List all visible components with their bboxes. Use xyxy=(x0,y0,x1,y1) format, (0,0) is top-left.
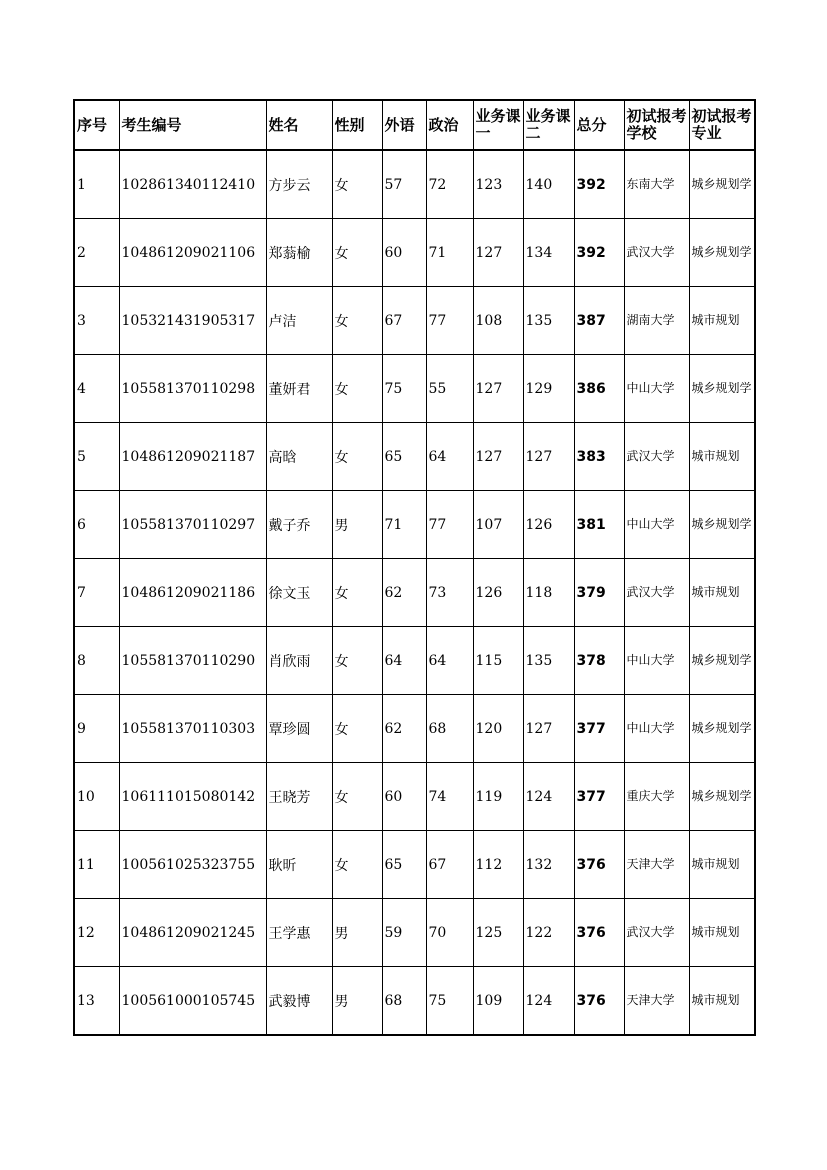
header-gender: 性别 xyxy=(332,100,382,150)
cell-subject-two: 124 xyxy=(523,967,574,1036)
cell-major: 城市规划 xyxy=(689,967,755,1036)
cell-subject-two: 118 xyxy=(523,559,574,627)
cell-school: 东南大学 xyxy=(624,150,689,219)
cell-gender: 男 xyxy=(332,491,382,559)
table-row xyxy=(74,287,755,355)
cell-gender: 女 xyxy=(332,695,382,763)
cell-candidate-id: 106111015080142 xyxy=(119,763,266,831)
cell-school: 中山大学 xyxy=(624,355,689,423)
table-row xyxy=(74,423,755,491)
cell-subject-two: 129 xyxy=(523,355,574,423)
cell-name: 高晗 xyxy=(266,423,332,491)
cell-candidate-id: 105321431905317 xyxy=(119,287,266,355)
header-subject-one: 业务课一 xyxy=(473,100,523,150)
cell-politics: 73 xyxy=(426,559,473,627)
cell-foreign-language: 59 xyxy=(382,899,426,967)
cell-foreign-language: 65 xyxy=(382,831,426,899)
cell-index: 8 xyxy=(74,627,119,695)
cell-name: 卢洁 xyxy=(266,287,332,355)
cell-politics: 68 xyxy=(426,695,473,763)
cell-subject-two: 126 xyxy=(523,491,574,559)
cell-politics: 55 xyxy=(426,355,473,423)
cell-index: 6 xyxy=(74,491,119,559)
header-foreign-language: 外语 xyxy=(382,100,426,150)
cell-name: 王晓芳 xyxy=(266,763,332,831)
header-index: 序号 xyxy=(74,100,119,150)
cell-gender: 女 xyxy=(332,627,382,695)
cell-gender: 男 xyxy=(332,899,382,967)
cell-name: 王学惠 xyxy=(266,899,332,967)
cell-gender: 女 xyxy=(332,219,382,287)
header-politics: 政治 xyxy=(426,100,473,150)
cell-major: 城市规划 xyxy=(689,287,755,355)
cell-subject-one: 112 xyxy=(473,831,523,899)
cell-index: 1 xyxy=(74,150,119,219)
cell-subject-one: 126 xyxy=(473,559,523,627)
header-subject-two: 业务课二 xyxy=(523,100,574,150)
cell-index: 11 xyxy=(74,831,119,899)
cell-subject-two: 134 xyxy=(523,219,574,287)
cell-major: 城乡规划学 xyxy=(689,219,755,287)
cell-major: 城乡规划学 xyxy=(689,491,755,559)
cell-index: 10 xyxy=(74,763,119,831)
cell-subject-one: 120 xyxy=(473,695,523,763)
cell-total: 378 xyxy=(574,627,624,695)
cell-school: 天津大学 xyxy=(624,967,689,1036)
cell-candidate-id: 100561025323755 xyxy=(119,831,266,899)
table-row xyxy=(74,763,755,831)
header-row xyxy=(74,100,755,150)
cell-politics: 70 xyxy=(426,899,473,967)
cell-subject-one: 123 xyxy=(473,150,523,219)
cell-gender: 男 xyxy=(332,967,382,1036)
cell-major: 城乡规划学 xyxy=(689,355,755,423)
cell-gender: 女 xyxy=(332,150,382,219)
cell-politics: 64 xyxy=(426,423,473,491)
table-body xyxy=(74,150,755,1035)
table-row xyxy=(74,967,755,1036)
cell-candidate-id: 102861340112410 xyxy=(119,150,266,219)
table-row xyxy=(74,491,755,559)
cell-school: 湖南大学 xyxy=(624,287,689,355)
cell-subject-one: 109 xyxy=(473,967,523,1036)
cell-major: 城乡规划学 xyxy=(689,627,755,695)
cell-name: 肖欣雨 xyxy=(266,627,332,695)
cell-politics: 77 xyxy=(426,287,473,355)
table-row xyxy=(74,627,755,695)
cell-subject-two: 122 xyxy=(523,899,574,967)
table-row xyxy=(74,831,755,899)
cell-index: 7 xyxy=(74,559,119,627)
cell-foreign-language: 75 xyxy=(382,355,426,423)
cell-candidate-id: 105581370110290 xyxy=(119,627,266,695)
cell-name: 董妍君 xyxy=(266,355,332,423)
cell-foreign-language: 60 xyxy=(382,219,426,287)
cell-major: 城市规划 xyxy=(689,899,755,967)
cell-subject-two: 135 xyxy=(523,627,574,695)
cell-major: 城乡规划学 xyxy=(689,695,755,763)
cell-subject-one: 125 xyxy=(473,899,523,967)
cell-candidate-id: 104861209021245 xyxy=(119,899,266,967)
cell-foreign-language: 64 xyxy=(382,627,426,695)
cell-index: 12 xyxy=(74,899,119,967)
header-total: 总分 xyxy=(574,100,624,150)
cell-candidate-id: 105581370110298 xyxy=(119,355,266,423)
cell-total: 386 xyxy=(574,355,624,423)
cell-gender: 女 xyxy=(332,423,382,491)
cell-politics: 64 xyxy=(426,627,473,695)
cell-index: 9 xyxy=(74,695,119,763)
cell-candidate-id: 105581370110297 xyxy=(119,491,266,559)
cell-subject-two: 132 xyxy=(523,831,574,899)
cell-total: 379 xyxy=(574,559,624,627)
cell-politics: 72 xyxy=(426,150,473,219)
cell-school: 武汉大学 xyxy=(624,219,689,287)
admission-score-table xyxy=(73,99,756,1036)
cell-index: 5 xyxy=(74,423,119,491)
cell-politics: 77 xyxy=(426,491,473,559)
cell-school: 中山大学 xyxy=(624,627,689,695)
cell-total: 377 xyxy=(574,763,624,831)
cell-gender: 女 xyxy=(332,831,382,899)
cell-foreign-language: 62 xyxy=(382,695,426,763)
cell-index: 4 xyxy=(74,355,119,423)
table-row xyxy=(74,559,755,627)
header-name: 姓名 xyxy=(266,100,332,150)
cell-name: 方步云 xyxy=(266,150,332,219)
cell-index: 2 xyxy=(74,219,119,287)
cell-subject-one: 127 xyxy=(473,423,523,491)
cell-index: 3 xyxy=(74,287,119,355)
cell-subject-one: 108 xyxy=(473,287,523,355)
table-row xyxy=(74,695,755,763)
cell-candidate-id: 100561000105745 xyxy=(119,967,266,1036)
cell-name: 武毅博 xyxy=(266,967,332,1036)
cell-subject-two: 127 xyxy=(523,423,574,491)
cell-foreign-language: 57 xyxy=(382,150,426,219)
cell-school: 武汉大学 xyxy=(624,423,689,491)
cell-total: 376 xyxy=(574,831,624,899)
cell-politics: 74 xyxy=(426,763,473,831)
cell-school: 天津大学 xyxy=(624,831,689,899)
cell-candidate-id: 104861209021187 xyxy=(119,423,266,491)
cell-foreign-language: 68 xyxy=(382,967,426,1036)
cell-subject-two: 124 xyxy=(523,763,574,831)
cell-total: 381 xyxy=(574,491,624,559)
cell-name: 戴子乔 xyxy=(266,491,332,559)
cell-major: 城市规划 xyxy=(689,559,755,627)
cell-major: 城市规划 xyxy=(689,423,755,491)
cell-subject-one: 107 xyxy=(473,491,523,559)
header-major: 初试报考专业 xyxy=(689,100,755,150)
cell-total: 376 xyxy=(574,899,624,967)
cell-total: 377 xyxy=(574,695,624,763)
cell-subject-two: 135 xyxy=(523,287,574,355)
cell-total: 376 xyxy=(574,967,624,1036)
cell-candidate-id: 104861209021186 xyxy=(119,559,266,627)
cell-gender: 女 xyxy=(332,559,382,627)
table-row xyxy=(74,219,755,287)
header-school: 初试报考学校 xyxy=(624,100,689,150)
cell-name: 耿昕 xyxy=(266,831,332,899)
cell-foreign-language: 65 xyxy=(382,423,426,491)
cell-school: 中山大学 xyxy=(624,695,689,763)
cell-subject-two: 140 xyxy=(523,150,574,219)
cell-politics: 71 xyxy=(426,219,473,287)
cell-name: 徐文玉 xyxy=(266,559,332,627)
cell-subject-one: 127 xyxy=(473,219,523,287)
cell-total: 383 xyxy=(574,423,624,491)
cell-major: 城乡规划学 xyxy=(689,763,755,831)
cell-school: 重庆大学 xyxy=(624,763,689,831)
cell-name: 郑蓊榆 xyxy=(266,219,332,287)
cell-politics: 67 xyxy=(426,831,473,899)
table-row xyxy=(74,355,755,423)
header-candidate-id: 考生编号 xyxy=(119,100,266,150)
cell-school: 中山大学 xyxy=(624,491,689,559)
table-row xyxy=(74,899,755,967)
cell-major: 城乡规划学 xyxy=(689,150,755,219)
cell-foreign-language: 62 xyxy=(382,559,426,627)
cell-total: 392 xyxy=(574,150,624,219)
table-header xyxy=(74,100,755,150)
cell-foreign-language: 71 xyxy=(382,491,426,559)
cell-index: 13 xyxy=(74,967,119,1036)
cell-subject-two: 127 xyxy=(523,695,574,763)
cell-major: 城市规划 xyxy=(689,831,755,899)
cell-candidate-id: 105581370110303 xyxy=(119,695,266,763)
cell-subject-one: 119 xyxy=(473,763,523,831)
cell-subject-one: 115 xyxy=(473,627,523,695)
table-row xyxy=(74,150,755,219)
cell-foreign-language: 60 xyxy=(382,763,426,831)
cell-gender: 女 xyxy=(332,287,382,355)
cell-subject-one: 127 xyxy=(473,355,523,423)
cell-total: 392 xyxy=(574,219,624,287)
cell-gender: 女 xyxy=(332,355,382,423)
cell-total: 387 xyxy=(574,287,624,355)
cell-foreign-language: 67 xyxy=(382,287,426,355)
cell-school: 武汉大学 xyxy=(624,899,689,967)
cell-gender: 女 xyxy=(332,763,382,831)
cell-candidate-id: 104861209021106 xyxy=(119,219,266,287)
cell-politics: 75 xyxy=(426,967,473,1036)
cell-school: 武汉大学 xyxy=(624,559,689,627)
cell-name: 覃珍圆 xyxy=(266,695,332,763)
